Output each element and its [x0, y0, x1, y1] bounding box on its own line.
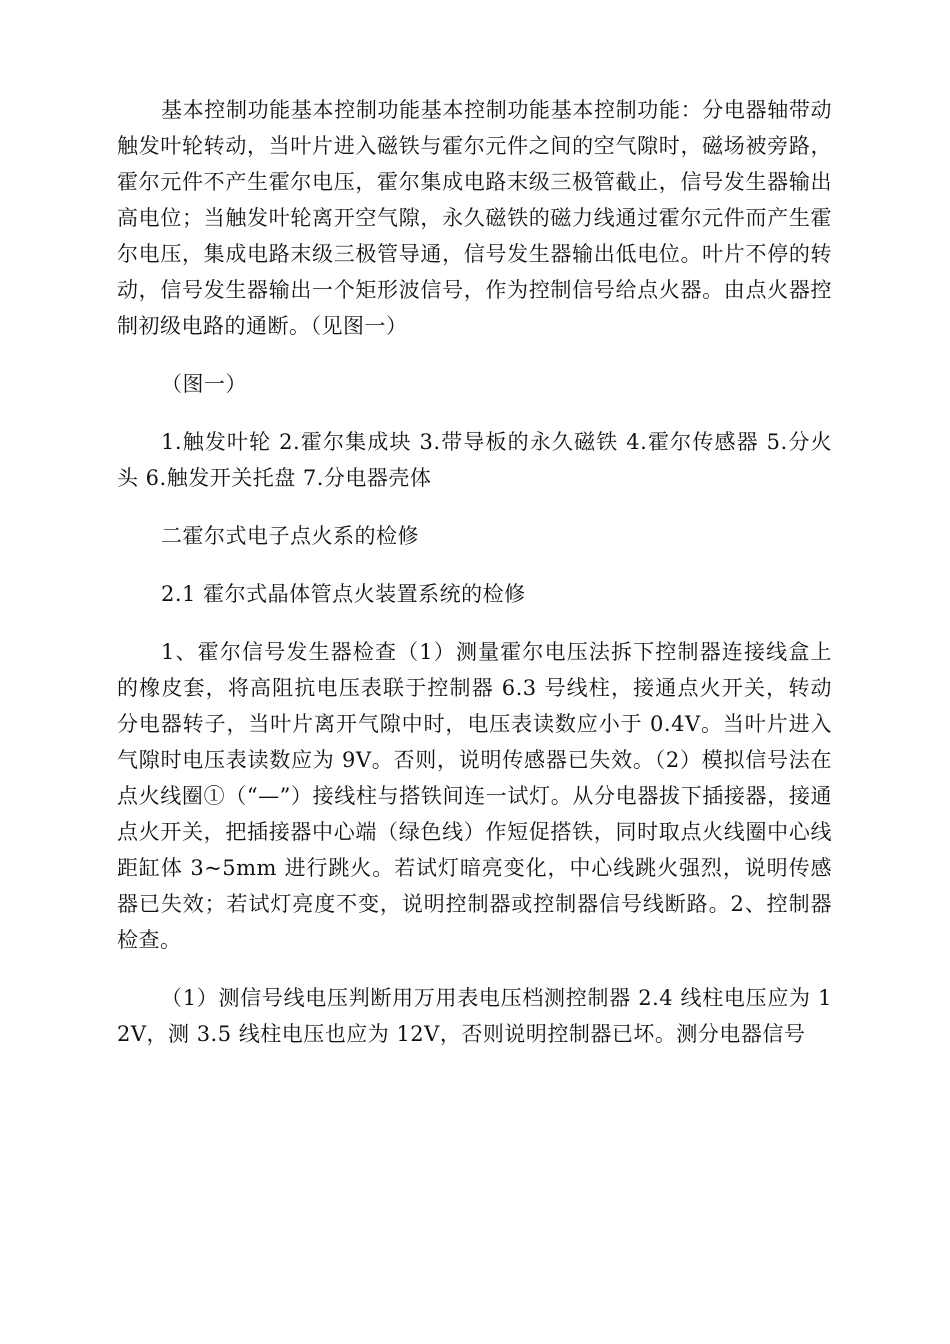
section-heading: 二霍尔式电子点火系的检修: [161, 524, 419, 548]
figure-legend: 1.触发叶轮 2.霍尔集成块 3.带导板的永久磁铁 4.霍尔传感器 5.分火头 6.触发开关托盘 7.分电器壳体: [117, 430, 832, 490]
paragraph-basic-control-function: 基本控制功能基本控制功能基本控制功能基本控制功能：分电器轴带动触发叶轮转动，当叶片进入磁铁与霍尔元件之间的空气隙时，磁场被旁路，霍尔元件不产生霍尔电压，霍尔集成电路末级三极管截止，信号发生器输出高电位；当触发叶轮离开空气隙，永久磁铁的磁力线通过霍尔元件而产生霍尔电压，集成电路末级三极管导通，信号发生器输出低电位。叶片不停的转动，信号发生器输出一个矩形波信号，作为控制信号给点火器。由点火器控制初级电路的通断。（见图一）: [117, 98, 832, 338]
paragraph-hall-signal-check: 1、霍尔信号发生器检查（1）测量霍尔电压法拆下控制器连接线盒上的橡皮套，将高阻抗电压表联于控制器 6.3 号线柱，接通点火开关，转动分电器转子，当叶片离开气隙中时，电压表读数应小于 0.4V。当叶片进入气隙时电压表读数应为 9V。否则，说明传感器已失效。（2）模拟信号法在点火线圈①（“—”）接线柱与搭铁间连一试灯。从分电器拔下插接器，接通点火开关，把插接器中心端（绿色线）作短促搭铁，同时取点火线圈中心线距缸体 3~5mm 进行跳火。若试灯暗亮变化，中心线跳火强烈，说明传感器已失效；若试灯亮度不变，说明控制器或控制器信号线断路。2、控制器检查。: [117, 640, 832, 952]
figure-caption: （图一）: [161, 372, 247, 396]
subsection-heading: 2.1 霍尔式晶体管点火装置系统的检修: [161, 582, 526, 606]
paragraph-controller-check: （1）测信号线电压判断用万用表电压档测控制器 2.4 线柱电压应为 12V，测 3.5 线柱电压也应为 12V，否则说明控制器已坏。测分电器信号: [117, 986, 832, 1046]
